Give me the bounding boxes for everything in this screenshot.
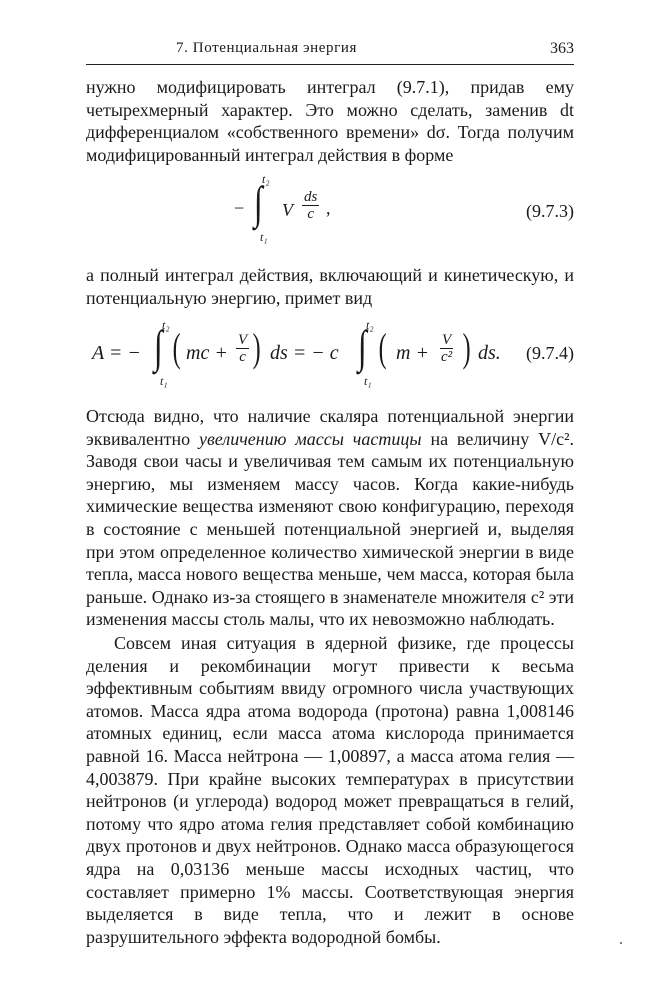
paragraph-intro: нужно модифицировать интеграл (9.7.1), придав ему четырехмерный характер. Это можно сделать, заменив dt дифференциалом «собственного времени» dσ. Тогда получим модифицированный интеграл действия в форме (86, 77, 574, 165)
eq973-lower-limit: t₁ (260, 230, 268, 244)
eq974-upper-limit-1: t₂ (162, 318, 170, 332)
para3-emphasis: увеличению массы частицы (199, 428, 422, 449)
eq973-numerator: ds (304, 189, 318, 205)
left-paren-icon: ( (172, 325, 181, 370)
page-number: 363 (550, 40, 574, 57)
eq974-lower-limit-1: t₁ (160, 374, 168, 388)
eq974-numerator-1: V (238, 332, 248, 348)
equation-9-7-3 (86, 168, 574, 252)
eq973-denominator: c (307, 206, 314, 222)
eq973-minus: − (234, 198, 245, 218)
equation-number-974: (9.7.4) (526, 343, 574, 363)
eq974-lower-limit-2: t₁ (364, 374, 372, 388)
paragraph-mass-increase (86, 405, 574, 631)
eq974-fraction-1 (236, 332, 249, 365)
eq973-comma: , (326, 198, 331, 218)
integral-sign-icon: ∫ (153, 321, 163, 372)
eq973-fraction (302, 189, 319, 222)
integral-sign-icon: ∫ (357, 321, 367, 372)
print-speck (620, 942, 622, 944)
eq974-fraction-2 (440, 332, 453, 365)
eq974-numerator-2: V (442, 332, 452, 348)
eq973-potential: V (282, 200, 293, 220)
para3-start: Отсюда видно, что наличие скаляра потенциальной энергии эквивалентно (86, 406, 574, 449)
equation-number-973: (9.7.3) (526, 201, 574, 221)
right-paren-icon: ) (462, 325, 471, 370)
eq974-lhs: A = − (92, 342, 141, 364)
running-header (86, 38, 574, 65)
eq974-denominator-1: c (239, 349, 246, 365)
eq974-denominator-2: c² (441, 349, 453, 365)
integral-sign-icon: ∫ (253, 177, 263, 228)
paragraph-full-action: а полный интеграл действия, включающий и кинетическую, и потенциальную энергию, примет вид (86, 265, 574, 308)
eq974-ds-end: ds. (478, 342, 501, 364)
right-paren-icon: ) (252, 325, 261, 370)
eq974-m: m + (396, 342, 429, 364)
eq974-upper-limit-2: t₂ (366, 318, 374, 332)
left-paren-icon: ( (378, 325, 387, 370)
equation-9-7-4 (86, 318, 574, 394)
eq974-mc: mc + (186, 342, 228, 364)
eq974-ds-mid: ds = − c (270, 342, 339, 364)
eq973-upper-limit: t₂ (262, 172, 270, 186)
paragraph-nuclear-physics: Совсем иная ситуация в ядерной физике, где процессы деления и рекомбинации могут привести к весьма эффективным событиям ввиду огромного числа участвующих атомов. Масса ядра атома водорода (протона) равна 1,008146 атомных единиц, если масса атома кислорода принимается равной 16. Масса нейтрона — 1,00897, а масса атома гелия — 4,003879. При крайне высоких температурах в присутствии нейтронов (и углерода) водород может превращаться в гелий, потому что ядро атома гелия представляет собой комбинацию двух протонов и двух нейтронов. Однако масса образующегося ядра на 0,03136 меньше массы исходных частиц, что составляет примерно 1% массы. Соответствующая энергия выделяется в виде тепла, что и лежит в основе разрушительного эффекта водородной бомбы. (86, 633, 574, 947)
para3-rest: на величину V/c². Заводя свои часы и увеличивая тем самым их потенциальную энергию, мы изменяем массу часов. Когда какие-нибудь химические вещества изменяют свою конфигурацию, переходя в состояние с меньшей потенциальной энергией и, выделяя при этом определенное количество химической энергии в виде тепла, масса нового вещества меньше, чем масса, которая была раньше. Однако из-за стоящего в знаменателе множителя c² эти изменения массы столь малы, что их невозможно наблюдать. (86, 428, 575, 630)
chapter-title: 7. Потенциальная энергия (176, 40, 357, 56)
